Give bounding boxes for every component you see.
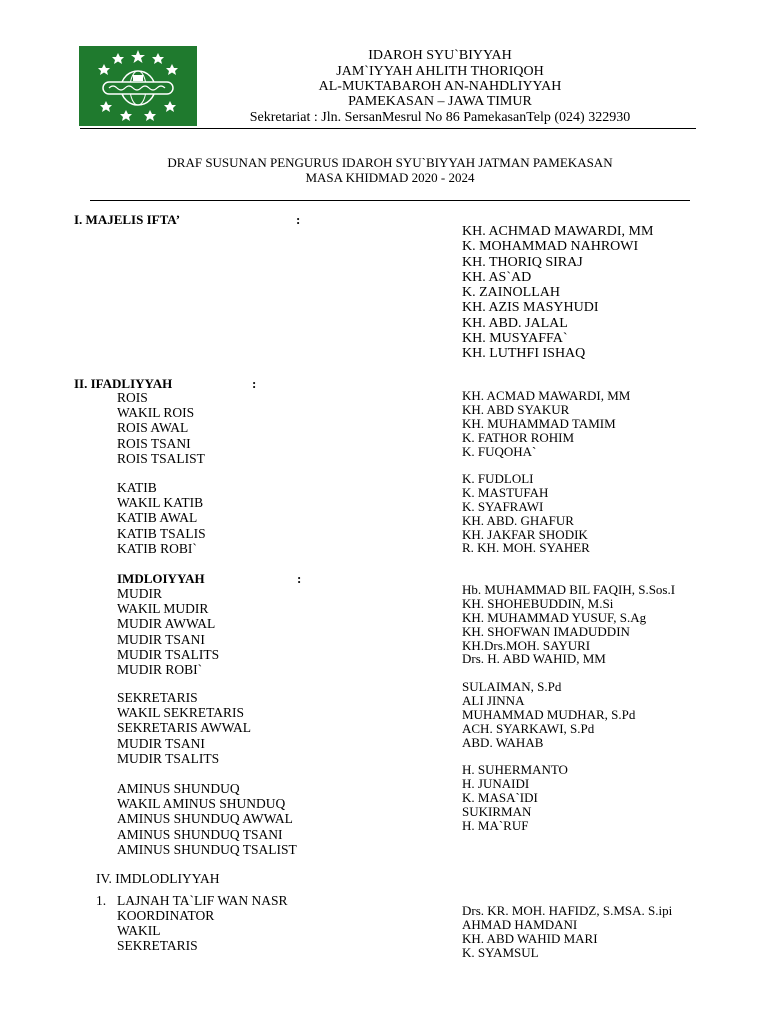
list-item: SULAIMAN, S.Pd: [462, 679, 562, 694]
list-item: MUDIR TSALITS: [117, 750, 220, 766]
list-item: ACH. SYARKAWI, S.Pd: [462, 720, 595, 736]
list-item: SEKRETARIS: [117, 690, 198, 705]
list-item: ROIS: [117, 390, 148, 405]
lajnah-number: 1.: [96, 893, 107, 908]
list-item: KH. LUTHFI ISHAQ: [462, 346, 586, 362]
list-item: WAKIL AMINUS SHUNDUQ: [117, 796, 286, 812]
list-item: WAKIL: [117, 923, 161, 939]
list-item: K. FUQOHA`: [462, 443, 537, 459]
list-item: MUDIR TSANI: [117, 631, 205, 647]
list-item: KH. MUHAMMAD TAMIM: [462, 415, 616, 431]
list-item: MUDIR ROBI`: [117, 661, 203, 677]
list-item: H. SUHERMANTO: [462, 762, 568, 777]
list-item: ALI JINNA: [462, 692, 525, 708]
list-item: KOORDINATOR: [117, 908, 215, 923]
section-majelis-ifta-colon: :: [296, 212, 301, 227]
list-item: WAKIL SEKRETARIS: [117, 705, 245, 721]
aminus-shunduq-roles: [117, 781, 297, 857]
list-item: KH. AZIS MASYHUDI: [462, 300, 599, 316]
list-item: K. MASA`IDI: [462, 789, 538, 805]
list-item: AHMAD HAMDANI: [462, 916, 578, 932]
list-item: K. ZAINOLLAH: [462, 285, 560, 301]
list-item: KH. ABD. JALAL: [462, 315, 568, 331]
list-item: KH. ACMAD MAWARDI, MM: [462, 388, 631, 403]
list-item: AMINUS SHUNDUQ: [117, 781, 240, 796]
list-item: SEKRETARIS AWWAL: [117, 720, 251, 736]
list-item: WAKIL ROIS: [117, 405, 195, 421]
org-name-line-2: JAM`IYYAH AHLITH THORIQOH: [336, 64, 544, 79]
document-title: DRAF SUSUNAN PENGURUS IDAROH SYU`BIYYAH JATMAN PAMEKASAN: [167, 155, 613, 170]
list-item: KH.Drs.MOH. SAYURI: [462, 637, 591, 653]
list-item: KATIB AWAL: [117, 510, 198, 526]
section-ifadliyyah-colon: :: [252, 376, 257, 391]
list-item: KH. THORIQ SIRAJ: [462, 254, 583, 270]
lajnah-roles: [117, 908, 214, 954]
lajnah-title: LAJNAH TA`LIF WAN NASR: [117, 893, 288, 908]
list-item: KH. MUSYAFFA`: [462, 331, 568, 347]
mudir-roles: [117, 586, 219, 677]
list-item: MUDIR: [117, 586, 163, 601]
list-item: MUHAMMAD MUDHAR, S.Pd: [462, 706, 636, 722]
list-item: K. FATHOR ROHIM: [462, 429, 575, 445]
katib-names: [462, 472, 590, 555]
list-item: KATIB TSALIS: [117, 525, 206, 541]
list-item: KH. JAKFAR SHODIK: [462, 526, 588, 542]
list-item: KATIB ROBI`: [117, 540, 197, 556]
list-item: K. MOHAMMAD NAHROWI: [462, 239, 639, 255]
organization-logo-icon: [79, 46, 197, 126]
list-item: R. KH. MOH. SYAHER: [462, 540, 590, 556]
katib-roles: [117, 480, 206, 556]
header-divider: [80, 128, 696, 129]
lajnah-names: [462, 904, 672, 960]
title-divider: [90, 200, 690, 201]
org-name-line-3: AL-MUKTABAROH AN-NAHDLIYYAH: [318, 79, 562, 94]
list-item: KH. SHOHEBUDDIN, M.Si: [462, 595, 614, 611]
list-item: SEKRETARIS: [117, 938, 198, 954]
list-item: AMINUS SHUNDUQ TSALIST: [117, 841, 297, 857]
list-item: MUDIR AWWAL: [117, 616, 216, 632]
rois-names: [462, 389, 630, 458]
list-item: Hb. MUHAMMAD BIL FAQIH, S.Sos.I: [462, 582, 676, 597]
list-item: K. SYAMSUL: [462, 944, 539, 960]
list-item: ROIS TSALIST: [117, 450, 205, 466]
list-item: MUDIR TSALITS: [117, 646, 220, 662]
aminus-shunduq-names: [462, 763, 568, 832]
list-item: K. FUDLOLI: [462, 471, 534, 486]
list-item: K. MASTUFAH: [462, 484, 549, 500]
list-item: KH. ABD SYAKUR: [462, 401, 570, 417]
list-item: KH. ABD. GHAFUR: [462, 512, 574, 528]
secretariat-address: Sekretariat : Jln. SersanMesrul No 86 PamekasanTelp (024) 322930: [249, 110, 631, 125]
list-item: KH. SHOFWAN IMADUDDIN: [462, 623, 630, 639]
list-item: WAKIL KATIB: [117, 495, 204, 511]
list-item: Drs. KR. MOH. HAFIDZ, S.MSA. S.ipi: [462, 903, 673, 918]
list-item: KH. ACHMAD MAWARDI, MM: [462, 224, 654, 239]
list-item: WAKIL MUDIR: [117, 601, 209, 617]
majelis-ifta-names: [462, 224, 653, 362]
list-item: H. MA`RUF: [462, 817, 529, 833]
list-item: ROIS TSANI: [117, 435, 191, 451]
list-item: KH. MUHAMMAD YUSUF, S.Ag: [462, 609, 647, 625]
section-imdloiyyah-heading: IMDLOIYYAH: [117, 571, 205, 586]
mudir-names: [462, 583, 675, 666]
list-item: SUKIRMAN: [462, 803, 532, 819]
list-item: KATIB: [117, 480, 157, 495]
sekretaris-roles: [117, 690, 251, 766]
section-ifadliyyah-heading: II. IFADLIYYAH: [74, 376, 173, 391]
section-imdlodliyyah-heading: IV. IMDLODLIYYAH: [96, 871, 220, 886]
list-item: KH. ABD WAHID MARI: [462, 930, 598, 946]
rois-roles: [117, 390, 205, 466]
list-item: MUDIR TSANI: [117, 735, 205, 751]
list-item: Drs. H. ABD WAHID, MM: [462, 651, 606, 667]
list-item: ROIS AWAL: [117, 420, 189, 436]
document-period: MASA KHIDMAD 2020 - 2024: [305, 170, 475, 185]
list-item: AMINUS SHUNDUQ TSANI: [117, 826, 283, 842]
section-imdloiyyah-colon: :: [297, 571, 302, 586]
org-region: PAMEKASAN – JAWA TIMUR: [348, 94, 532, 109]
org-name-line-1: IDAROH SYU`BIYYAH: [368, 48, 512, 63]
list-item: AMINUS SHUNDUQ AWWAL: [117, 811, 293, 827]
list-item: K. SYAFRAWI: [462, 498, 544, 514]
section-majelis-ifta-heading: I. MAJELIS IFTA’: [74, 212, 181, 227]
list-item: H. JUNAIDI: [462, 775, 530, 791]
list-item: KH. AS`AD: [462, 269, 532, 285]
sekretaris-names: [462, 680, 635, 749]
list-item: ABD. WAHAB: [462, 734, 544, 750]
